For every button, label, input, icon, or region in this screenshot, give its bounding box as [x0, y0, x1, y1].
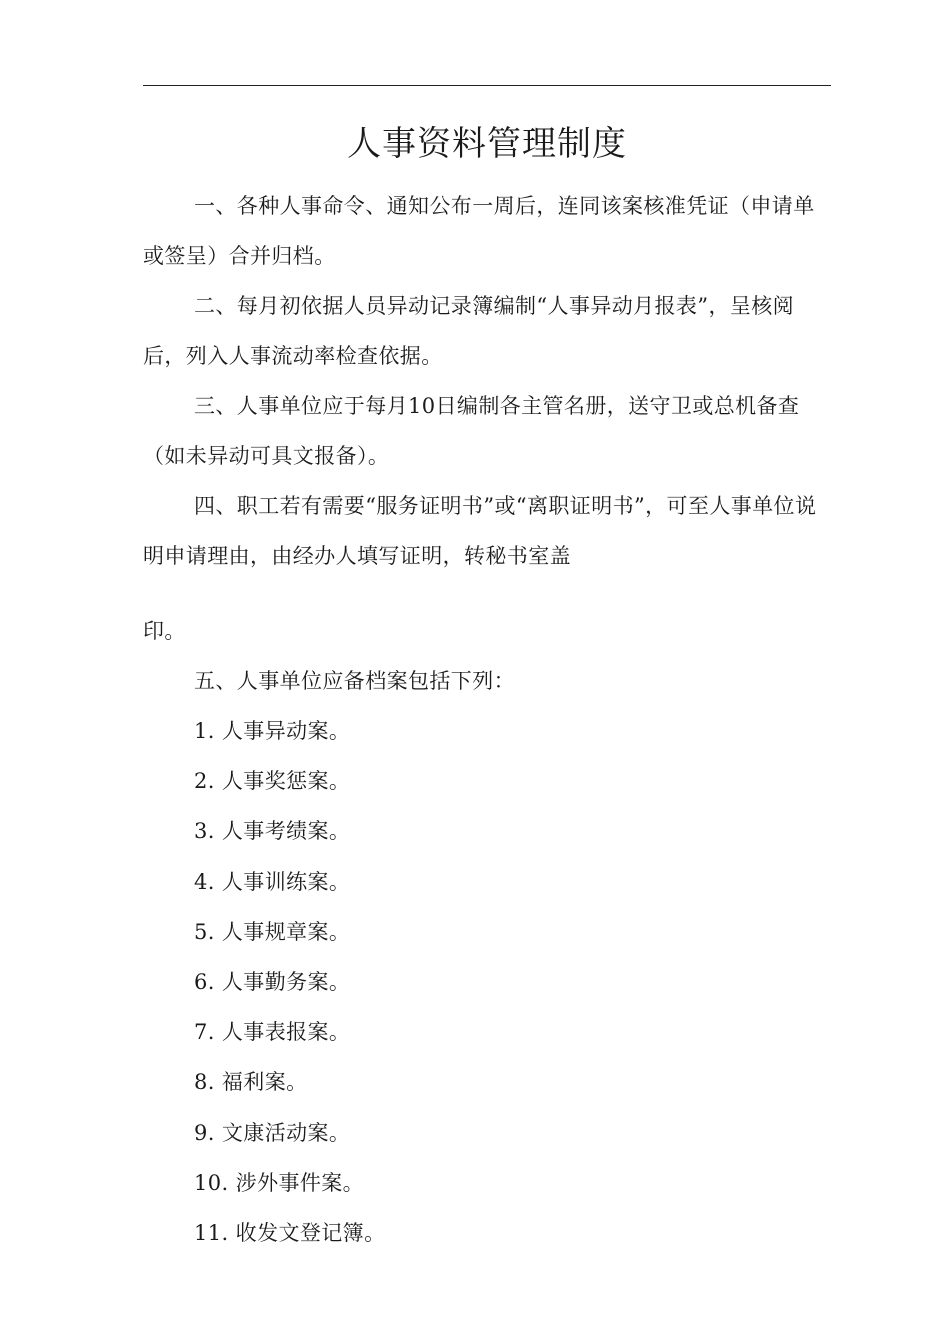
list-item: 2. 人事奖惩案。: [194, 769, 351, 793]
paragraph-1: 一、各种人事命令、通知公布一周后，连同该案核准凭证（申请单或签呈）合并归档。: [143, 194, 815, 268]
list-item: 7. 人事表报案。: [194, 1020, 351, 1044]
paragraph-3: 三、人事单位应于每月10日编制各主管名册，送守卫或总机备查（如未异动可具文报备）。: [143, 394, 800, 468]
paragraph-2: 二、每月初依据人员异动记录簿编制“人事异动月报表”，呈核阅后，列入人事流动率检查依据。: [143, 294, 795, 368]
list-item: 4. 人事训练案。: [194, 870, 351, 894]
list-item: 8. 福利案。: [194, 1070, 308, 1094]
paragraph-4: 四、职工若有需要“服务证明书”或“离职证明书”，可至人事单位说明申请理由，由经办人填写证明，转秘书室盖: [143, 494, 817, 568]
document-title: 人事资料管理制度: [347, 124, 627, 164]
list-item: 1. 人事异动案。: [194, 719, 351, 743]
list-item: 3. 人事考绩案。: [194, 819, 351, 843]
list-item: 5. 人事规章案。: [194, 920, 351, 944]
list-item: 6. 人事勤务案。: [194, 970, 351, 994]
section-5-heading: 五、人事单位应备档案包括下列：: [194, 669, 515, 693]
list-item: 10. 涉外事件案。: [194, 1171, 365, 1195]
list-item: 11. 收发文登记簿。: [194, 1221, 386, 1245]
header-rule: [143, 85, 831, 86]
list-item: 9. 文康活动案。: [194, 1121, 351, 1145]
paragraph-4-tail: 印。: [143, 619, 186, 643]
